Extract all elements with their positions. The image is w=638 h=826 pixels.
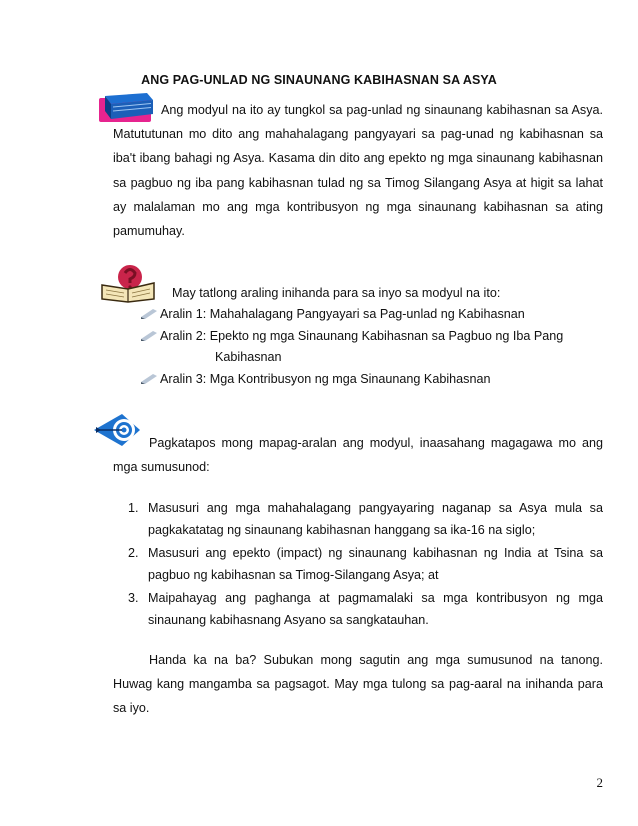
lessons-intro: May tatlong araling inihanda para sa inyo sa modyul na ito: [172, 286, 501, 300]
lesson-item-3: Aralin 3: Mga Kontribusyon ng mga Sinaunang Kabihasnan [140, 369, 490, 389]
objectives-intro: Pagkatapos mong mapag-aralan ang modyul, inaasahang magagawa mo ang mga sumusunod: [113, 436, 603, 475]
objective-item: 3. Maipahayag ang paghanga at pagmamalaki sa mga kontribusyon ng mga sinaunang kabihasnang Asyano sa sangkatauhan. [128, 591, 603, 627]
lesson-item-2: Aralin 2: Epekto ng mga Sinaunang Kabihasnan sa Pagbuo ng Iba Pang [140, 326, 563, 346]
objective-item: 1. Masusuri ang mga mahahalagang pangyayaring naganap sa Asya mula sa pagkakatatag ng sinaunang kabihasnan hanggang sa ika-16 na siglo; [128, 501, 603, 537]
pencil-bullet-icon [140, 329, 158, 341]
lesson-item-2-continuation: Kabihasnan [215, 350, 282, 364]
closing-paragraph: Handa ka na ba? Subukan mong sagutin ang mga sumusunod na tanong. Huwag kang mangamba sa pagsagot. May mga tulong sa pag-aaral na inihanda para sa iyo. [113, 653, 603, 716]
objective-item: 2. Masusuri ang epekto (impact) ng sinaunang kabihasnan ng India at Tsina sa pagbuo ng kabihasnan sa Timog-Silangang Asya; at [128, 546, 603, 582]
page-number: 2 [596, 775, 603, 790]
pencil-bullet-icon [140, 372, 158, 384]
open-book-icon [100, 263, 156, 303]
lesson-item-1: Aralin 1: Mahahalagang Pangyayari sa Pag-unlad ng Kabihasnan [140, 304, 525, 324]
pencil-bullet-icon [140, 307, 158, 319]
objectives-list [123, 498, 603, 633]
page-title: ANG PAG-UNLAD NG SINAUNANG KABIHASNAN SA ASYA [141, 73, 497, 87]
intro-paragraph: Ang modyul na ito ay tungkol sa pag-unlad ng sinaunang kabihasnan sa Asya. Matututunan mo dito ang mahahalagang pangyayari sa pag-unad ng kabihasnan sa iba't ibang bahagi ng Asya. Kasama din dito ang epekto ng mga sinaunang kabihasnan sa pagbuo ng iba pang kabihasnan tulad ng sa Timog Silangang Asya at higit sa lahat ay malalaman mo ang mga kontribusyon ng mga sinaunang kabihasnan sa ating pamumuhay. [113, 103, 603, 239]
